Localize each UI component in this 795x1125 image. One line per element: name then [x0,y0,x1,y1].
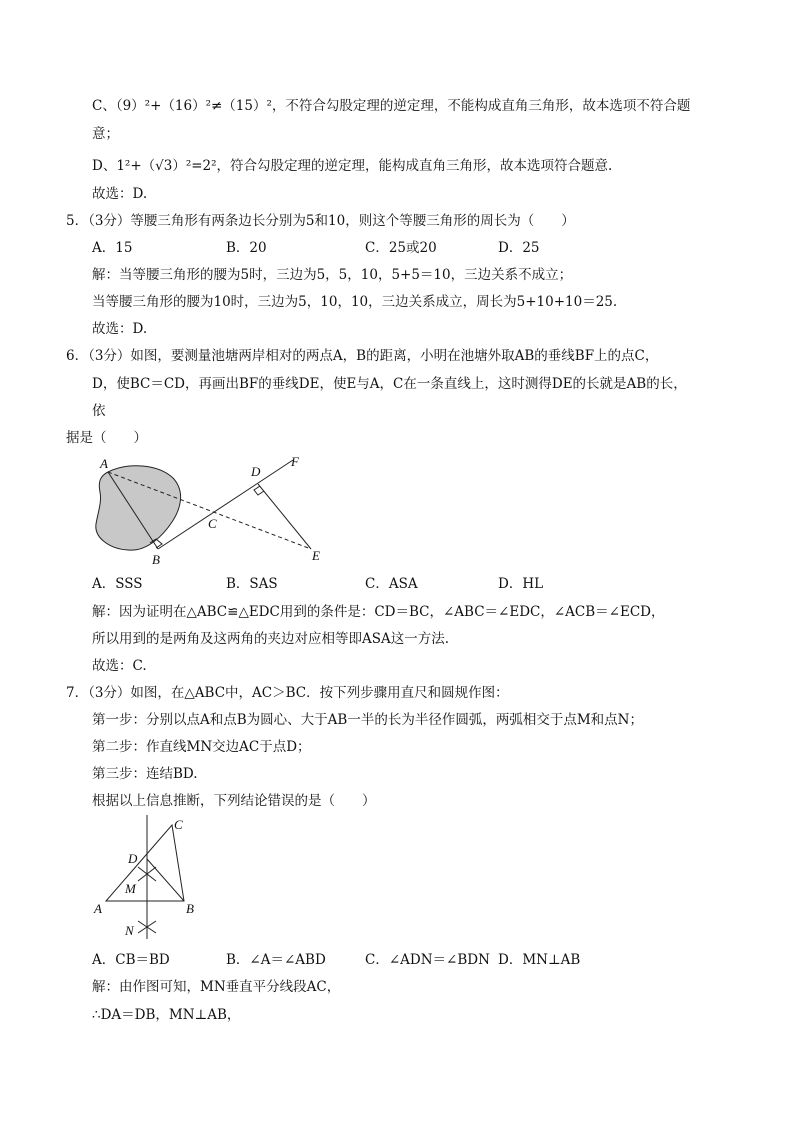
q7-figure-triangle [92,815,212,943]
q6-stem-2: D，使BC＝CD，再画出BF的垂线DE，使E与A，C在一条直线上，这时测得DE的长就是AB的长， [92,376,687,392]
q7-solution-1: 解：由作图可知，MN垂直平分线段AC， [92,979,341,995]
q5-stem: 5．（3分）等腰三角形有两条边长分别为5和10，则这个等腰三角形的周长为（ ） [66,213,575,229]
q6-option-b: B．SAS [226,576,278,592]
q6-stem-1: 6．（3分）如图，要测量池塘两岸相对的两点A，B的距离，小明在池塘外取AB的垂线BF上的点C， [66,348,659,364]
q5-option-a: A．15 [92,240,133,256]
q6-label-e: E [312,548,320,563]
prev-answer: 故选：D. [92,186,148,202]
q6-stem-4: 据是（ ） [66,430,147,446]
q5-solution-1: 解：当等腰三角形的腰为5时，三边为5，5，10，5+5＝10，三边关系不成立； [92,267,573,283]
q6-answer: 故选：C. [92,658,147,674]
q6-option-d: D．HL [498,576,544,592]
pond-shape [96,466,181,550]
q7-stem: 7．（3分）如图，在△ABC中，AC＞BC．按下列步骤用直尺和圆规作图： [66,685,509,701]
q7-step-1: 第一步：分别以点A和点B为圆心、大于AB一半的长为半径作圆弧，两弧相交于点M和点N； [92,712,643,728]
q7-label-b: B [186,901,194,916]
q6-label-d: D [251,464,261,479]
q6-option-a: A．SSS [92,576,143,592]
q7-step-3: 第三步：连结BD. [92,766,198,782]
q6-label-b: B [152,552,160,566]
q7-label-n: N [125,923,134,938]
q7-step-2: 第二步：作直线MN交边AC于点D； [92,739,311,755]
q7-label-d: D [128,851,138,866]
q7-option-d: D．MN⊥AB [498,952,581,968]
q6-figure-pond [88,454,338,566]
right-angle-d [254,486,264,495]
q5-option-b: B．20 [226,240,267,256]
prev-option-c-line1: C、（9）²+（16）²≠（15）²，不符合勾股定理的逆定理，不能构成直角三角形，故本选项不符合题 [92,98,691,114]
q7-label-a: A [94,901,102,916]
q6-label-c: C [208,516,217,531]
q7-label-m: M [125,881,136,896]
q6-solution-2: 所以用到的是两角及这两角的夹边对应相等即ASA这一方法. [92,631,450,647]
q6-option-c: C．ASA [365,576,418,592]
q5-answer: 故选：D. [92,321,148,337]
q7-option-c: C．∠ADN＝∠BDN [365,952,490,968]
q5-solution-2: 当等腰三角形的腰为10时，三边为5，10，10，三边关系成立，周长为5+10+10＝25. [92,294,618,310]
triangle-abc [106,825,184,901]
q6-label-f: F [291,454,299,469]
q7-option-a: A．CB＝BD [92,952,170,968]
q5-option-c: C．25或20 [365,240,437,256]
q7-solution-2: ∴DA＝DB，MN⊥AB， [92,1007,241,1023]
prev-option-d-line: D、1²+（√3）²=2²，符合勾股定理的逆定理，能构成直角三角形，故本选项符合题意. [92,158,613,174]
q6-solution-1: 解：因为证明在△ABC≌△EDC用到的条件是：CD＝BC，∠ABC＝∠EDC，∠ACB＝∠ECD， [92,604,665,620]
q7-option-b: B．∠A＝∠ABD [226,952,326,968]
q7-question: 根据以上信息推断，下列结论错误的是（ ） [92,793,376,809]
q6-label-a: A [100,456,108,471]
q7-label-c: C [174,817,183,832]
prev-option-c-line2: 意； [92,126,119,142]
q5-option-d: D．25 [498,240,540,256]
segment-de [258,484,311,549]
q6-stem-3: 依 [92,403,106,419]
